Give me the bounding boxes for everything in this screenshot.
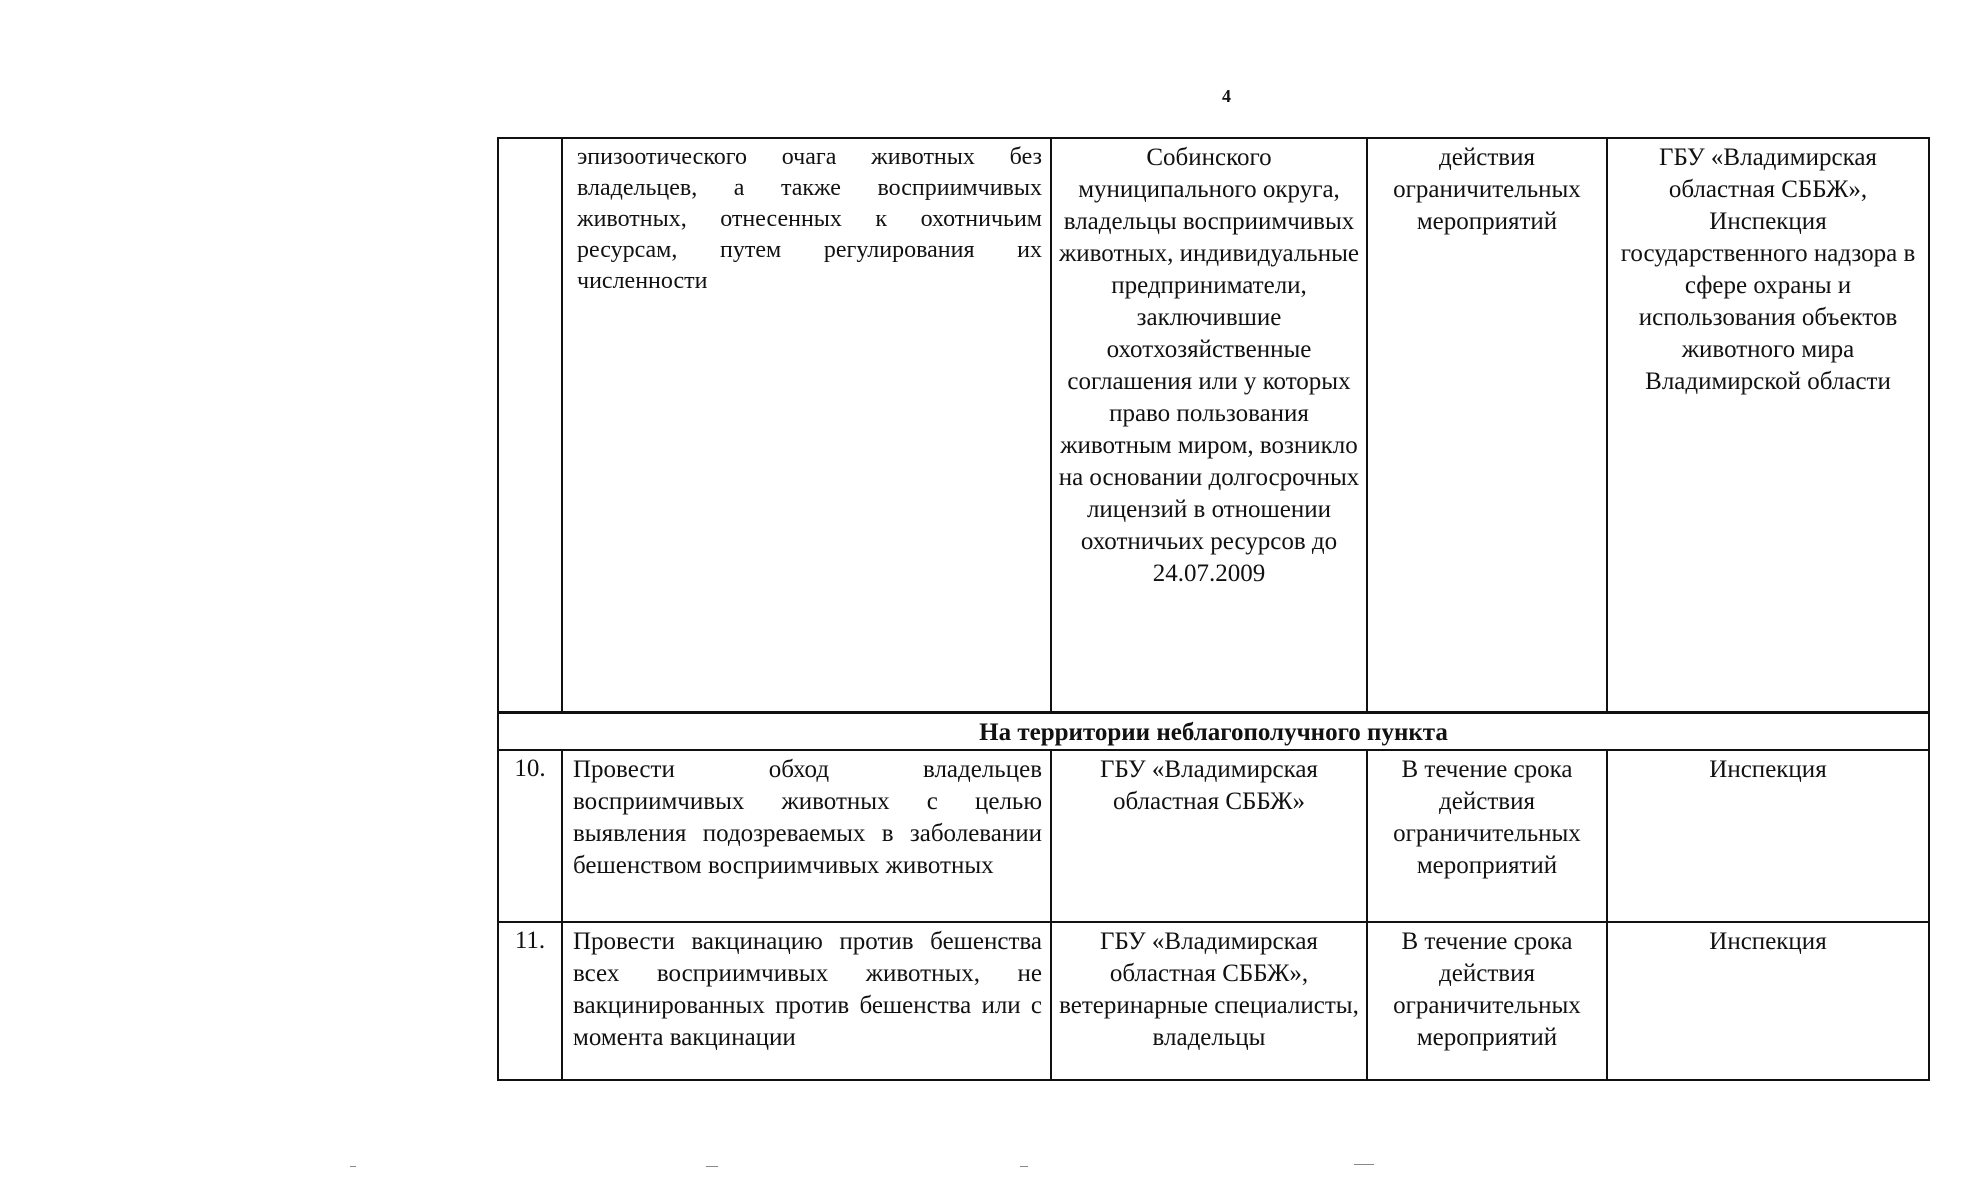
measure-description-cell: Провести вакцинацию против бешенства всех восприимчивых животных, не вакцинированных против бешенства или с момента вакцинации: [562, 922, 1051, 1080]
deadline-cell: действия ограничительных мероприятий: [1367, 138, 1607, 712]
control-cell: Инспекция: [1607, 922, 1929, 1080]
scan-artifact-mark: [706, 1166, 718, 1167]
control-cell: ГБУ «Владимирская областная СББЖ», Инспекция государственного надзора в сфере охраны и использования объектов животного мира Владимирской области: [1607, 138, 1929, 712]
section-heading-row: [498, 712, 1929, 750]
scan-artifact-mark: [1020, 1166, 1028, 1167]
row-number-cell: [498, 138, 562, 712]
measures-table: [497, 137, 1930, 1081]
row-number-cell: 11.: [498, 922, 562, 1080]
executors-cell: ГБУ «Владимирская областная СББЖ»: [1051, 750, 1367, 922]
scan-artifact-mark: [1354, 1164, 1374, 1165]
deadline-cell: В течение срока действия ограничительных мероприятий: [1367, 750, 1607, 922]
measure-description-cell: эпизоотического очага животных без владельцев, а также восприимчивых животных, отнесенных к охотничьим ресурсам, путем регулирования их численности: [562, 138, 1051, 712]
deadline-cell: В течение срока действия ограничительных мероприятий: [1367, 922, 1607, 1080]
section-heading: На территории неблагополучного пункта: [498, 712, 1929, 750]
page-number: 4: [1222, 86, 1231, 106]
control-cell: Инспекция: [1607, 750, 1929, 922]
executors-cell: ГБУ «Владимирская областная СББЖ», ветеринарные специалисты, владельцы: [1051, 922, 1367, 1080]
table-row: [498, 922, 1929, 1080]
measure-description-cell: Провести обход владельцев восприимчивых животных с целью выявления подозреваемых в заболевании бешенством восприимчивых животных: [562, 750, 1051, 922]
scan-artifact-mark: [350, 1166, 356, 1167]
table-row: [498, 750, 1929, 922]
executors-cell: Собинского муниципального округа, владельцы восприимчивых животных, индивидуальные предприниматели, заключившие охотхозяйственные соглашения или у которых право пользования животным миром, возникло на основании долгосрочных лицензий в отношении охотничьих ресурсов до 24.07.2009: [1051, 138, 1367, 712]
row-number-cell: 10.: [498, 750, 562, 922]
table-row-continued: [498, 138, 1929, 712]
